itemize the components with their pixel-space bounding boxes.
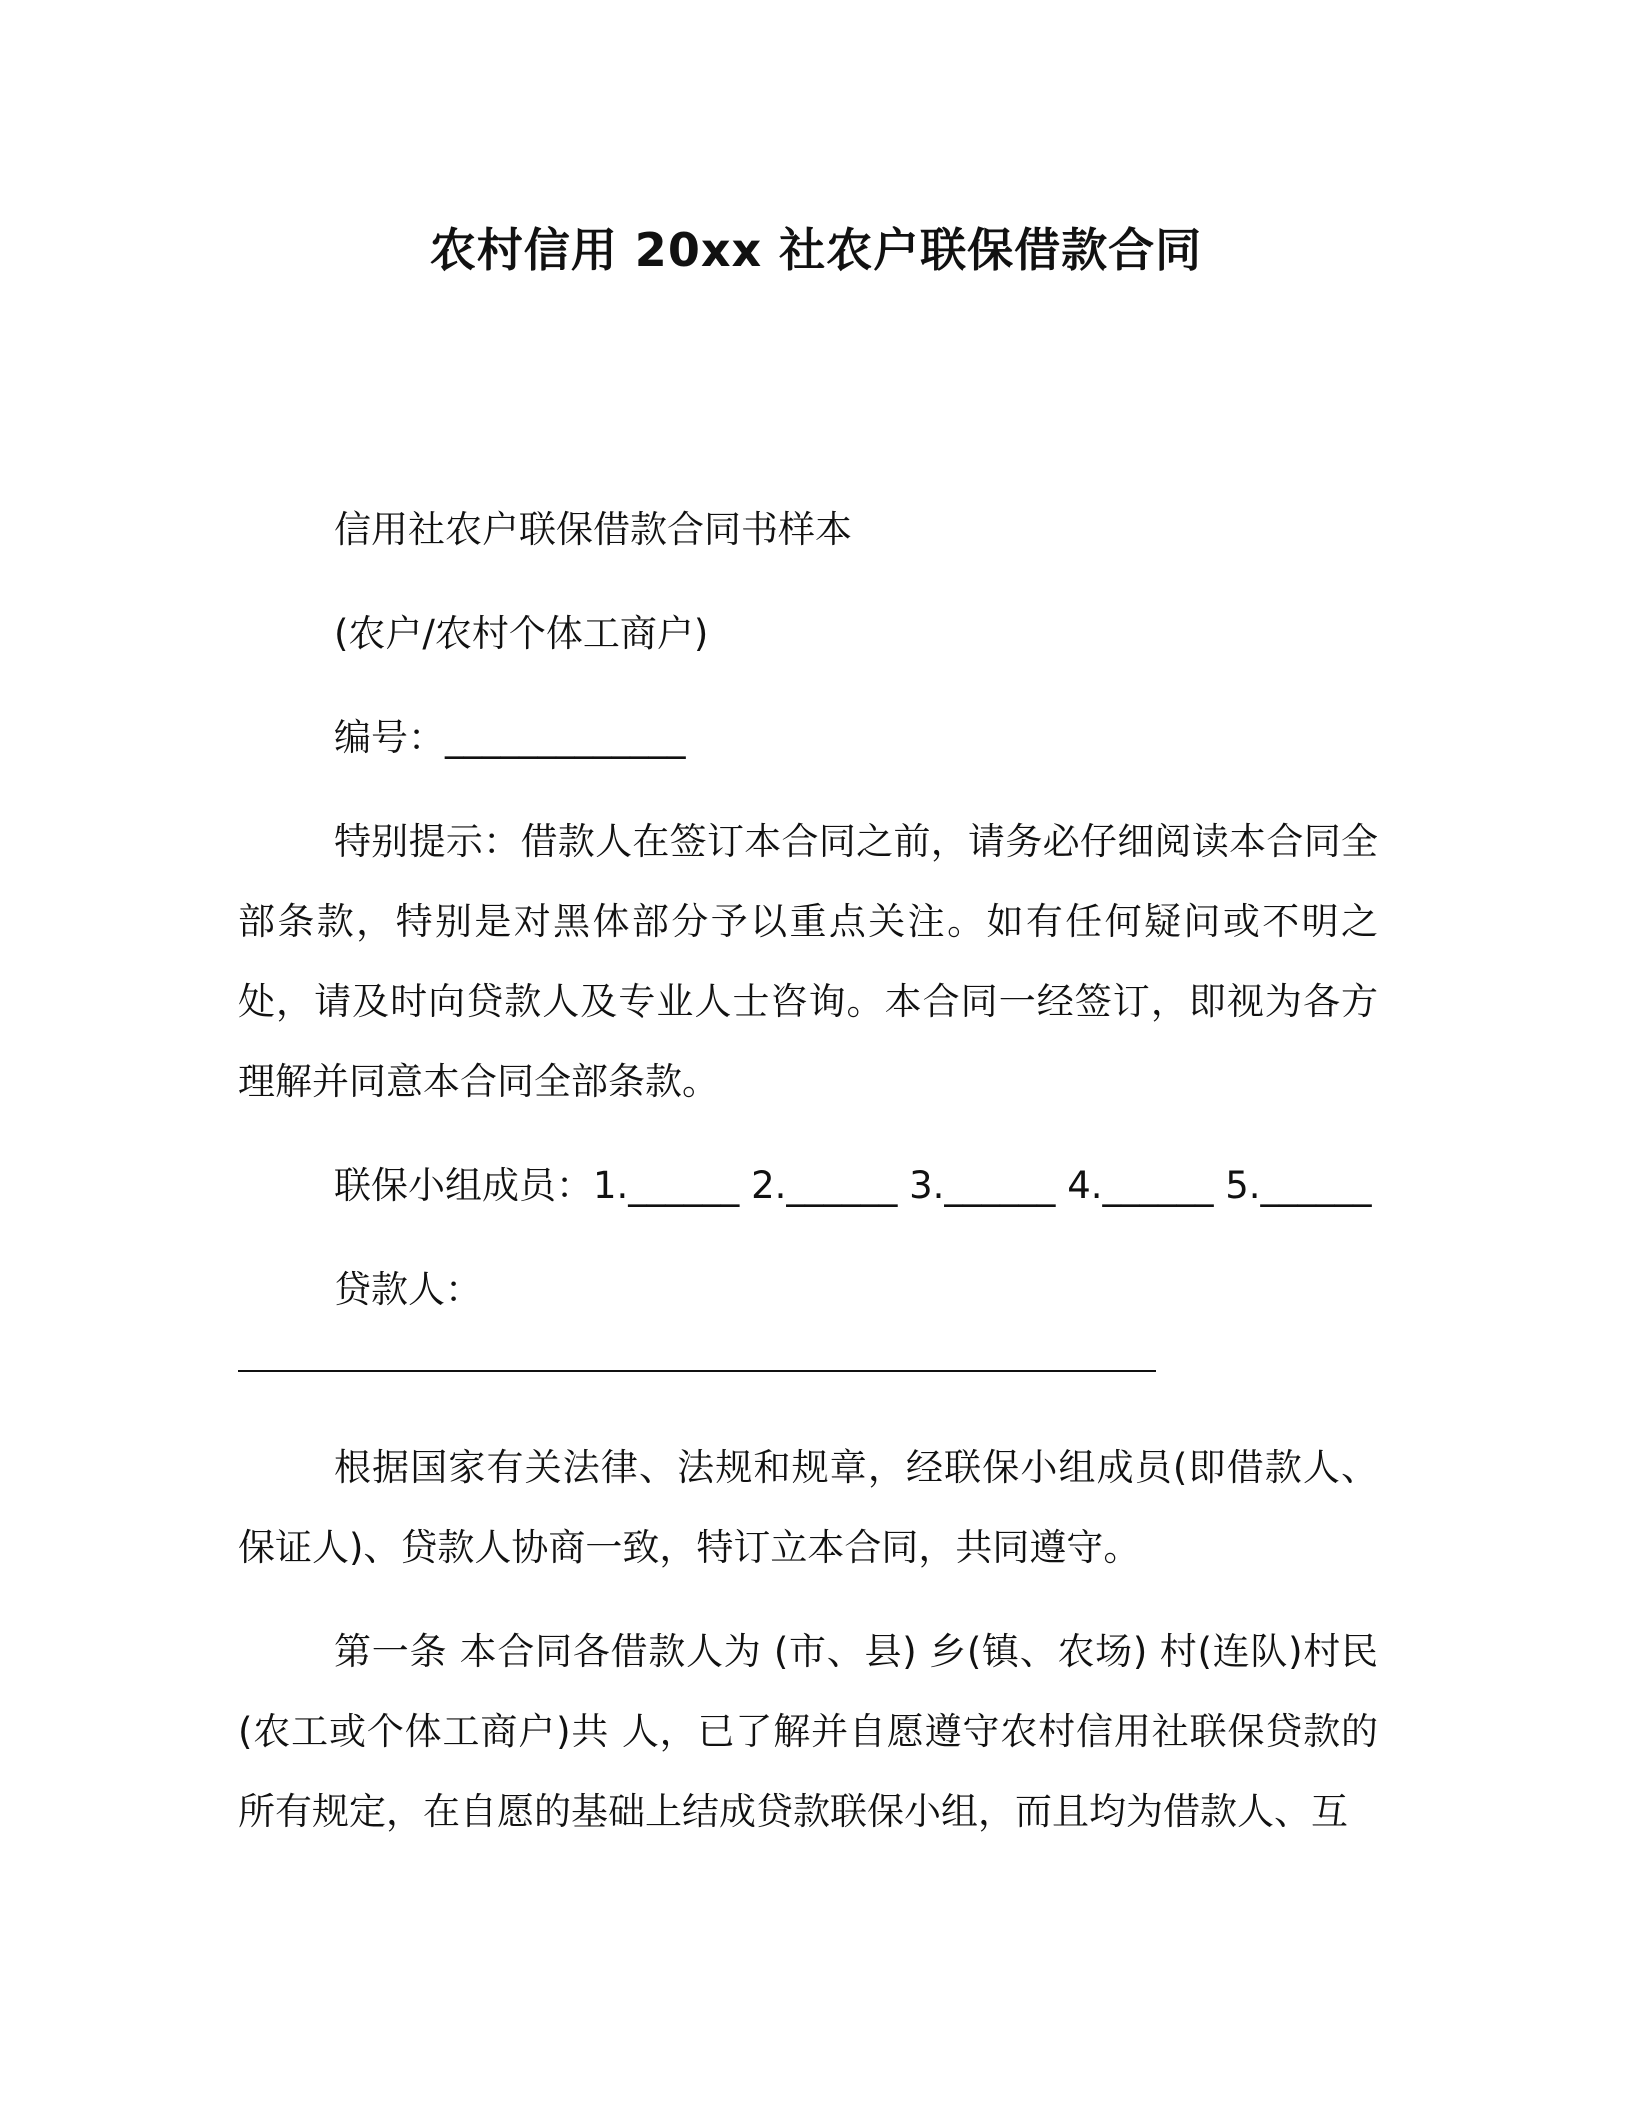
paragraph-party-type: (农户/农村个体工商户) <box>334 612 709 655</box>
paragraph-lender: 贷款人： <box>334 1268 482 1311</box>
paragraph-subtitle: 信用社农户联保借款合同书样本 <box>334 508 852 551</box>
document-body <box>238 490 1378 1876</box>
lender-underline <box>238 1370 1156 1372</box>
paragraph-contract-number: 编号：_____________ <box>334 716 686 759</box>
paragraph-special-notice: 特别提示：借款人在签订本合同之前，请务必仔细阅读本合同全部条款，特别是对黑体部分予以重点关注。如有任何疑问或不明之处，请及时向贷款人及专业人士咨询。本合同一经签订，即视为各方理解并同意本合同全部条款。 <box>238 820 1378 1103</box>
paragraph-article-one: 第一条 本合同各借款人为 (市、县) 乡(镇、农场) 村(连队)村民(农工或个体工商户)共 人，已了解并自愿遵守农村信用社联保贷款的所有规定，在自愿的基础上结成贷款联保小组，而且均为借款人、互 <box>238 1630 1378 1833</box>
document-title: 农村信用 20xx 社农户联保借款合同 <box>429 223 1203 277</box>
paragraph-group-members: 联保小组成员：1.______ 2.______ 3.______ 4.______ 5.______ <box>334 1164 1372 1207</box>
paragraph-preamble: 根据国家有关法律、法规和规章，经联保小组成员(即借款人、保证人)、贷款人协商一致，特订立本合同，共同遵守。 <box>238 1446 1378 1569</box>
